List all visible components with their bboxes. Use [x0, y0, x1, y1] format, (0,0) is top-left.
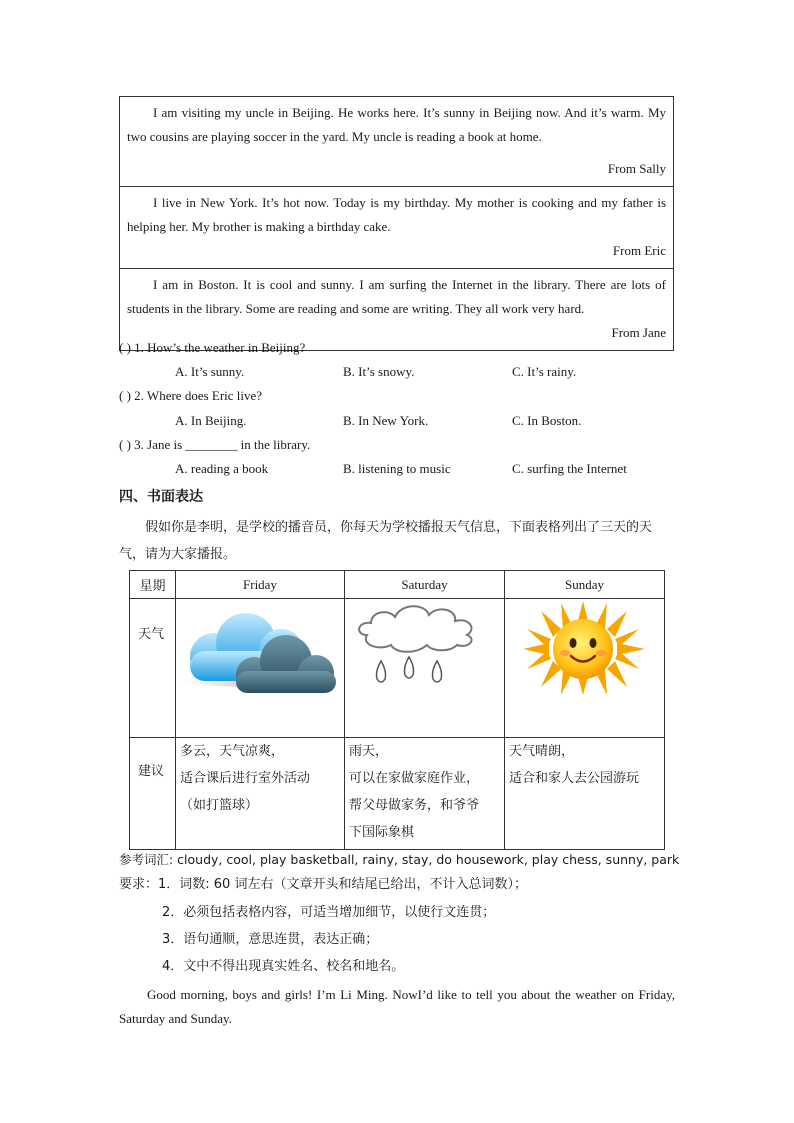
passage-text: I am in Boston. It is cool and sunny. I am surfing the Internet in the library. There are lots of students in the library. Some are reading and some are writing. They all work very hard. — [127, 277, 666, 316]
suggestion-label: 建议 — [130, 738, 176, 850]
saturday-weather-cell — [345, 599, 505, 738]
option-b: B. listening to music — [343, 461, 451, 476]
question-2: ( ) 2. Where does Eric live? — [119, 388, 263, 403]
intro-text: 假如你是李明，是学校的播音员，你每天为学校播报天气信息，下面表格列出了三天的天气，请为大家播报。 — [119, 520, 653, 562]
suggestion-line: 帮父母做家务，和爷爷 — [349, 798, 480, 813]
question-3: ( ) 3. Jane is ________ in the library. — [119, 437, 311, 452]
friday-weather-cell — [176, 599, 345, 738]
reading-passages-box — [119, 96, 674, 351]
reference-vocabulary: 参考词汇: cloudy, cool, play basketball, rainy, stay, do housework, play chess, sunny, park — [119, 852, 680, 867]
option-a: A. It’s sunny. — [175, 364, 245, 379]
suggestion-line: 下国际象棋 — [349, 825, 415, 840]
option-c: C. In Boston. — [512, 413, 582, 428]
passage-text: I live in New York. It’s hot now. Today is my birthday. My mother is cooking and my father is helping her. My brother is making a birthday cake. — [127, 195, 666, 234]
weather-row — [130, 599, 665, 738]
suggestion-line: 可以在家做家庭作业， — [349, 771, 480, 786]
suggestion-line: （如打篮球） — [180, 798, 259, 813]
passage-sally — [120, 97, 673, 187]
suggestion-row — [130, 738, 665, 850]
option-b: B. In New York. — [343, 413, 429, 428]
option-c: C. surfing the Internet — [512, 461, 627, 476]
weather-table — [129, 570, 665, 850]
saturday-suggestion — [345, 738, 505, 850]
suggestion-line: 多云，天气凉爽， — [180, 744, 285, 759]
essay-text: Good morning, boys and girls! I’m Li Ming. NowI’d like to tell you about the weather on Friday, Saturday and Sunday. — [119, 987, 675, 1026]
weather-label: 天气 — [130, 599, 176, 738]
day-sunday: Sunday — [505, 571, 665, 599]
day-saturday: Saturday — [345, 571, 505, 599]
option-c: C. It’s rainy. — [512, 364, 577, 379]
suggestion-line: 雨天， — [349, 744, 389, 759]
passage-eric — [120, 187, 673, 269]
day-friday: Friday — [176, 571, 345, 599]
suggestion-line: 适合课后进行室外活动 — [180, 771, 311, 786]
essay-opening — [119, 983, 675, 1031]
passage-signature: From Sally — [607, 161, 666, 176]
requirement-1: 要求：1．词数: 60 词左右（文章开头和结尾已给出，不计入总词数）； — [119, 877, 527, 892]
sunday-suggestion — [505, 738, 665, 850]
suggestion-line: 适合和家人去公园游玩 — [509, 771, 640, 786]
friday-suggestion — [176, 738, 345, 850]
passage-text: I am visiting my uncle in Beijing. He works here. It’s sunny in Beijing now. And it’s warm. My two cousins are playing soccer in the yard. My uncle is reading a book at home. — [127, 105, 666, 144]
corner-cell: 星期 — [130, 571, 176, 599]
writing-intro — [119, 514, 675, 568]
table-header-row — [130, 571, 665, 599]
sun-icon — [505, 599, 665, 699]
passage-signature: From Eric — [612, 243, 666, 258]
requirement-3: 3．语句通顺，意思连贯，表达正确； — [162, 932, 379, 947]
suggestion-line: 天气晴朗， — [509, 744, 575, 759]
option-a: A. In Beijing. — [175, 413, 247, 428]
option-a: A. reading a book — [175, 461, 269, 476]
passage-signature: From Jane — [611, 325, 666, 340]
requirement-4: 4．文中不得出现真实姓名、校名和地名。 — [162, 959, 405, 974]
requirement-2: 2．必须包括表格内容，可适当增加细节，以使行文连贯； — [162, 905, 496, 920]
section-title: 四、书面表达 — [119, 489, 203, 505]
cloudy-icon — [176, 599, 344, 699]
sunday-weather-cell — [505, 599, 665, 738]
rain-icon — [345, 599, 505, 699]
option-b: B. It’s snowy. — [343, 364, 415, 379]
question-1: ( ) 1. How’s the weather in Beijing? — [119, 340, 306, 355]
